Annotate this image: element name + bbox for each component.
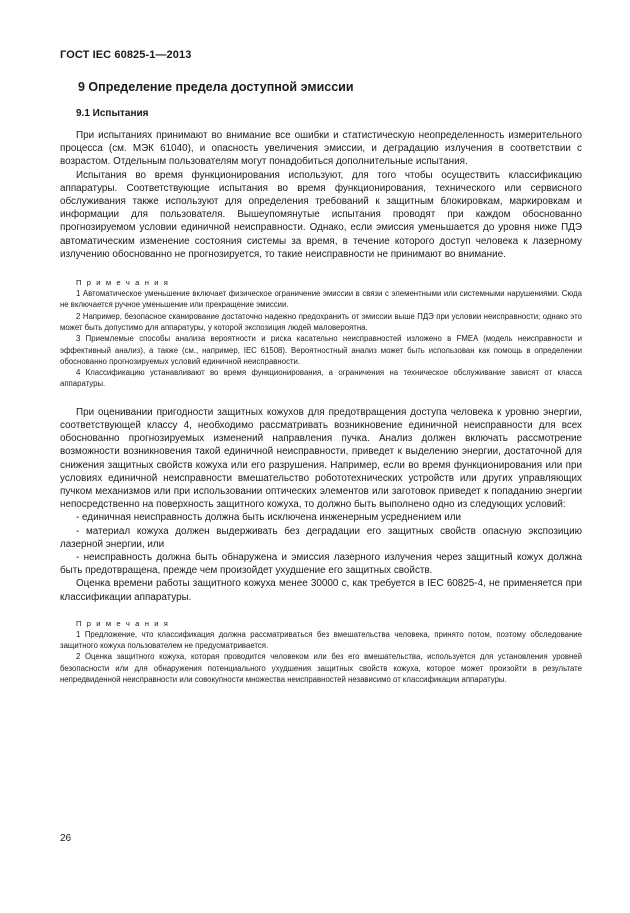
note-item: 4 Классификацию устанавливают во время функционирования, а ограничения на техническое обслуживание зависят от класса аппаратуры. — [60, 368, 582, 389]
paragraph: При испытаниях принимают во внимание все ошибки и статистическую неопределенность измерительного процесса (см. МЭК 61040), и опасность увеличения эмиссии, и деградацию излучения в соответствии с возрастом. Отдельным пользователям могут понадобиться дополнительные испытания. — [60, 130, 582, 168]
note-item: 1 Предложение, что классификация должна рассматриваться без вмешательства человека, принято потом, поэтому обследование защитного кожуха пользователем не предусматривается. — [60, 629, 582, 651]
note-item: 2 Оценка защитного кожуха, которая проводится человеком или без его вмешательства, используется для установления уровней безопасности или для обнаружения потенциального ухудшения защитных свойств кожуха, которое может произойти в результате непредвиденной неисправности или совокупности множества неисправностей независимо от классификации аппаратуры. — [60, 652, 582, 684]
page-number: 26 — [60, 833, 72, 844]
paragraph: Оценка времени работы защитного кожуха менее 30000 с, как требуется в IEC 60825-4, не применяется при классификации аппаратуры. — [60, 578, 582, 603]
note-item: 1 Автоматическое уменьшение включает физическое ограничение эмиссии в связи с элементными или системными нарушениями. Сюда не включается ручное уменьшение или прекращение эмиссии. — [60, 289, 582, 310]
notes-heading: П р и м е ч а н и я — [76, 618, 170, 628]
paragraph: Испытания во время функционирования используют, для того чтобы осуществить классификацию аппаратуры. Соответствующие испытания во время функционирования, технического или сервисного обслуживания также используют для определения требований к защитным блокировкам, маркировкам и информации для пользователя. Вышеупомянутые испытания проводят при каждом обоснованно прогнозируемом условии единичной неисправности. Однако, если эмиссия уменьшается до уровня ниже ПДЭ автоматическим изменение состояния системы за время, в течение которого доступ человека к лазерному излучению обоснованно не прогнозируется, то такие неисправности не принимают во внимание. — [60, 169, 582, 260]
list-item: - единичная неисправность должна быть исключена инженерным усреднением или — [76, 512, 462, 524]
paragraph: При оценивании пригодности защитных кожухов для предотвращения доступа человека к уровню энергии, соответствующей классу 4, необходимо рассматривать возникновение единичной неисправности для всех обоснованно прогнозируемых изменений направления пучка. Анализ должен включать рассмотрение возможности возникновения такой единичной неисправности, приведет к выделению энергии, достаточной для снижения защитных свойств кожуха или его разрушения. Например, если во время функционирования или при условиях единичной неисправности вмешательство робототехнических устройств или других управляющих пучком механизмов или при использовании оптических элементов или заготовок приведет к попаданию энергии непосредственно на поверхность защитного кожуха, то должно быть выполнено одно из следующих условий: — [60, 406, 582, 511]
notes-heading: П р и м е ч а н и я — [76, 278, 170, 288]
document-header: ГОСТ IEC 60825-1—2013 — [60, 49, 192, 61]
subsection-title: 9.1 Испытания — [76, 108, 149, 119]
section-title: 9 Определение предела доступной эмиссии — [78, 80, 354, 94]
note-item: 3 Приемлемые способы анализа вероятности и риска касательно неисправностей изложено в FMEA (модель неисправности и эффективный анализ), а также (см., например, IEC 61508). Вероятностный анализ может быть использован как помощь в определении обоснованно прогнозируемых условий единичной неисправности. — [60, 334, 582, 366]
list-item: - материал кожуха должен выдерживать без деградации его защитных свойств опасную экспозицию лазерной энергии, или — [60, 525, 582, 550]
page-content — [60, 80, 582, 685]
list-item: - неисправность должна быть обнаружена и эмиссия лазерного излучения через защитный кожух должна быть предотвращена, прежде чем произойдет ухудшение его защитных свойств. — [60, 551, 582, 577]
note-item: 2 Например, безопасное сканирование достаточно надежно предохранить от эмиссии выше ПДЭ при условии неисправности; однако это может быть допустимо для аппаратуры, у которой экспозиция людей маловероятна. — [60, 311, 582, 332]
